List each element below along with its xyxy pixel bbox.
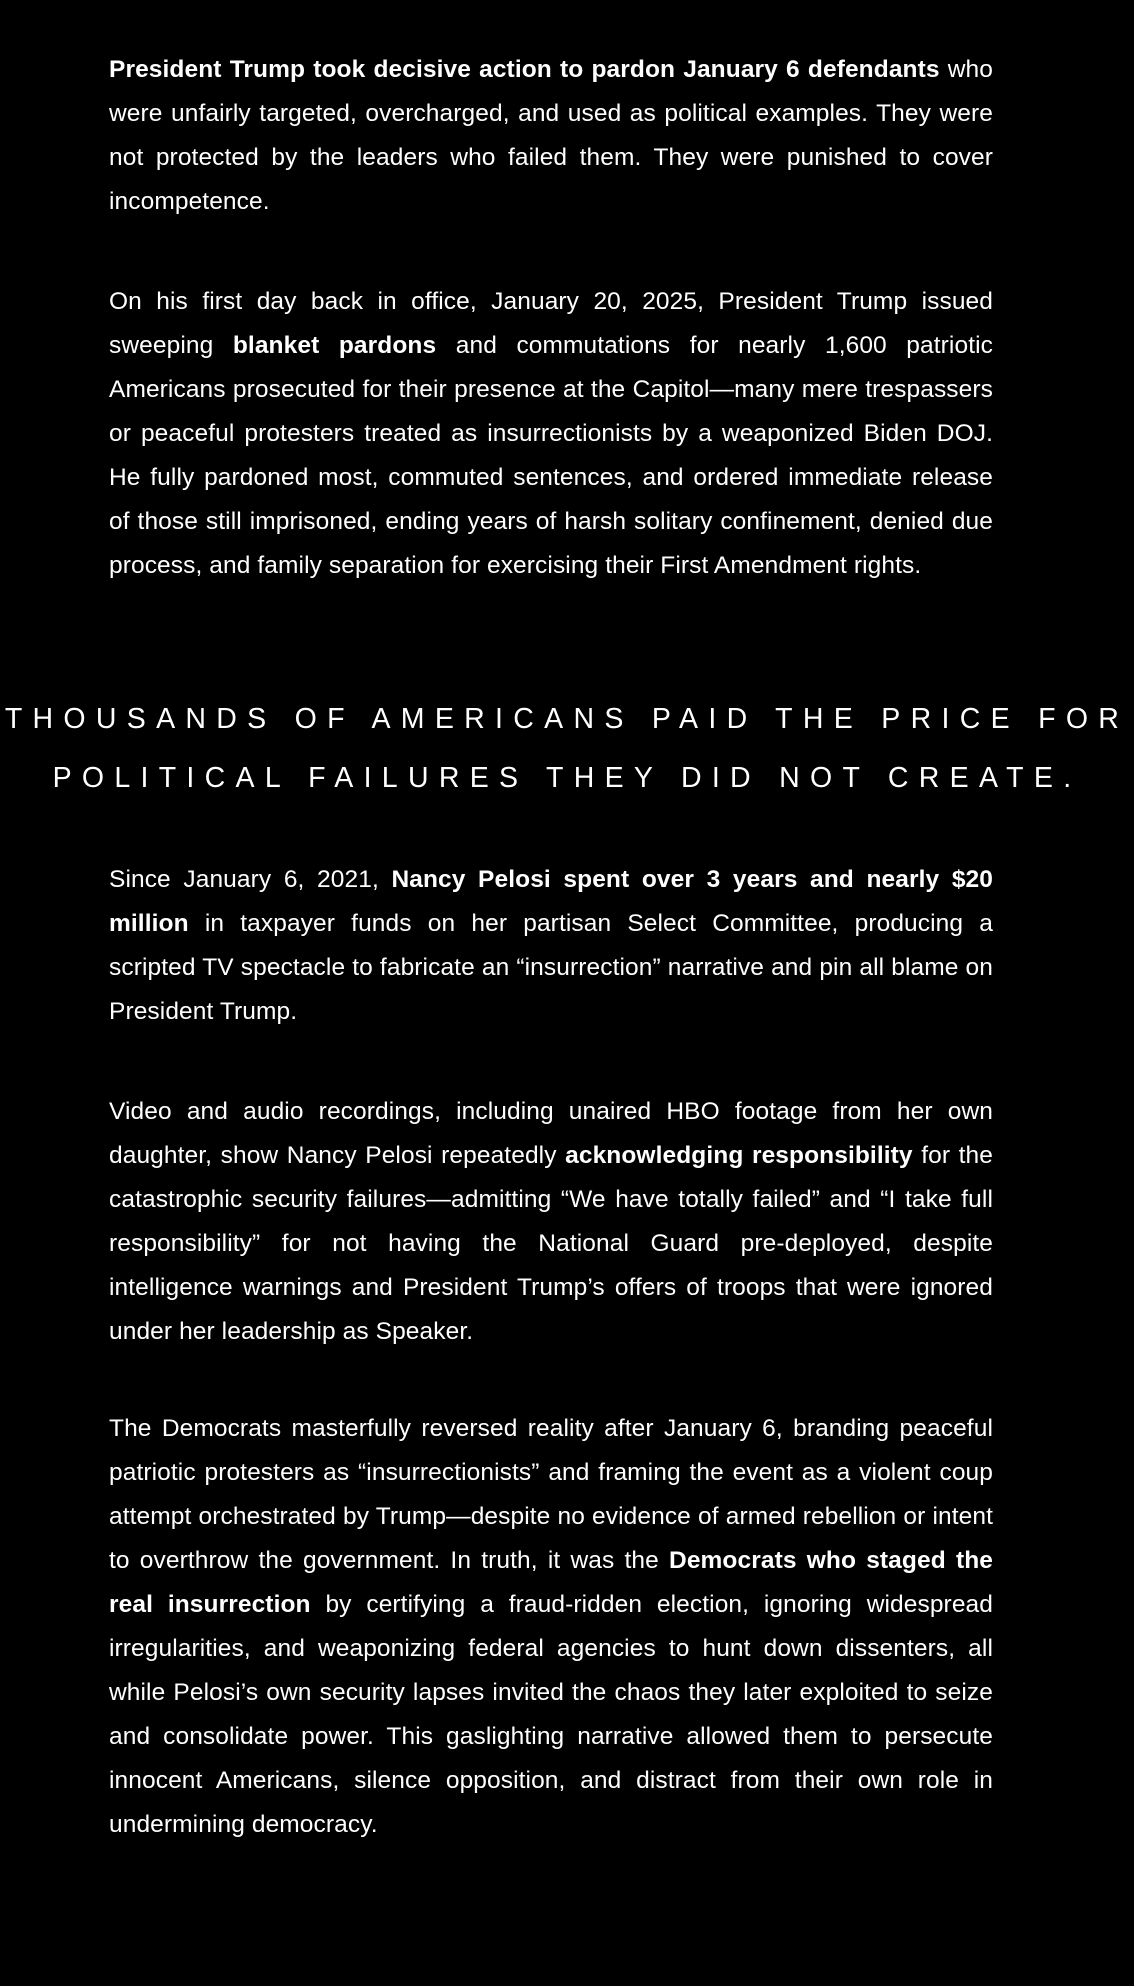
paragraph-bold-text: Democrats who staged the real insurrection — [109, 1547, 993, 1618]
paragraph-bold-text: blanket pardons — [232, 332, 437, 359]
paragraph-pardon-action — [109, 48, 993, 224]
paragraph-blanket-pardons — [109, 280, 993, 588]
paragraph-text: who were unfairly targeted, overcharged, and used as political examples. They were not protected by the leaders who failed them. They were punished to cover incompetence. — [109, 56, 993, 215]
section-heading-line-2: POLITICAL FAILURES THEY DID NOT CREATE. — [52, 762, 1082, 794]
paragraph-text: The Democrats masterfully reversed reality after January 6, branding peaceful patriotic protesters as “insurrectionists” and framing the event as a violent coup attempt orchestrated by Trump—despite no evidence of armed rebellion or intent to overthrow the government. In truth, it was the — [109, 1415, 993, 1574]
section-heading-line-1: THOUSANDS OF AMERICANS PAID THE PRICE FOR — [4, 703, 1130, 735]
paragraph-recordings — [109, 1090, 993, 1354]
paragraph-bold-text: acknowledging responsibility — [565, 1142, 913, 1169]
paragraph-text: Since January 6, 2021, — [109, 866, 392, 893]
paragraph-reversed-reality — [109, 1407, 993, 1847]
paragraph-text: On his first day back in office, January 20, 2025, President Trump issued sweeping — [109, 288, 993, 359]
paragraph-select-committee — [109, 858, 993, 1034]
paragraph-bold-text: President Trump took decisive action to pardon January 6 defendants — [109, 56, 940, 83]
paragraph-text: in taxpayer funds on her partisan Select Committee, producing a scripted TV spectacle to fabricate an “insurrection” narrative and pin all blame on President Trump. — [109, 910, 993, 1025]
paragraph-bold-text: Nancy Pelosi spent over 3 years and nearly $20 million — [109, 866, 994, 937]
section-heading — [0, 690, 1134, 808]
paragraph-text: by certifying a fraud-ridden election, ignoring widespread irregularities, and weaponizing federal agencies to hunt down dissenters, all while Pelosi’s own security lapses invited the chaos they later exploited to seize and consolidate power. This gaslighting narrative allowed them to persecute innocent Americans, silence opposition, and distract from their own role in undermining democracy. — [109, 1591, 993, 1838]
paragraph-text: Video and audio recordings, including unaired HBO footage from her own daughter, show Nancy Pelosi repeatedly — [109, 1098, 993, 1169]
paragraph-text: and commutations for nearly 1,600 patriotic Americans prosecuted for their presence at the Capitol—many mere trespassers or peaceful protesters treated as insurrectionists by a weaponized Biden DOJ. He fully pardoned most, commuted sentences, and ordered immediate release of those still imprisoned, ending years of harsh solitary confinement, denied due process, and family separation for exercising their First Amendment rights. — [109, 332, 993, 579]
paragraph-text: for the catastrophic security failures—admitting “We have totally failed” and “I take full responsibility” for not having the National Guard pre-deployed, despite intelligence warnings and President Trump’s offers of troops that were ignored under her leadership as Speaker. — [109, 1142, 993, 1345]
